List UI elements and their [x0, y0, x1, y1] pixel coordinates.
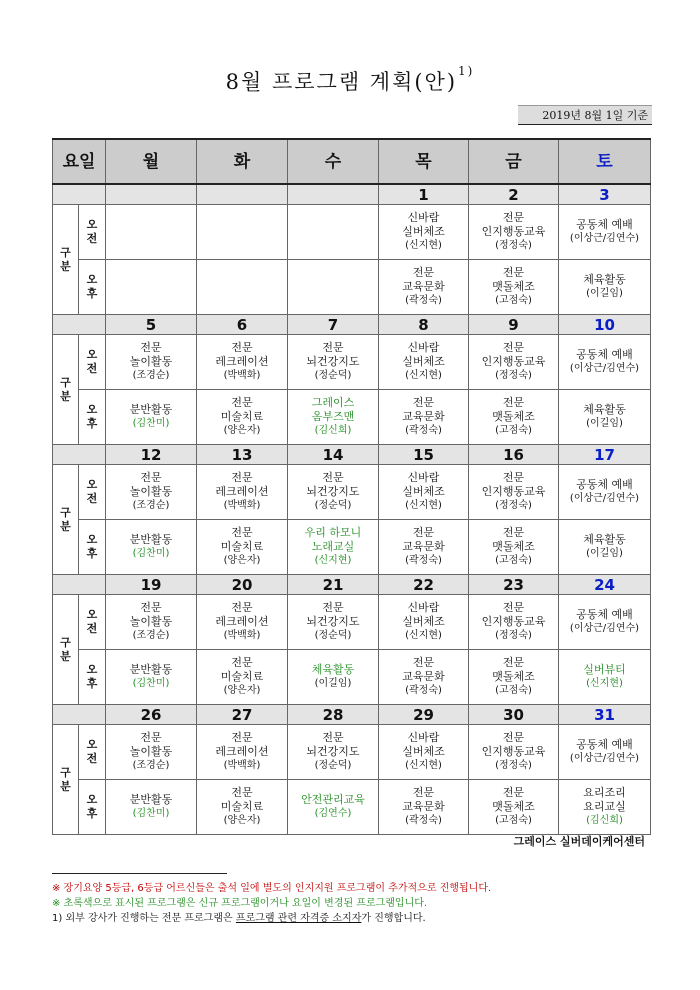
program-instructor: (곽정숙)	[405, 425, 442, 436]
date-cell: 23	[469, 575, 559, 595]
note-grade: ※ 장기요양 5등급, 6등급 어르신들은 출석 일에 별도의 인지지원 프로그램이 추가적으로 진행됩니다.	[52, 883, 492, 894]
date-cell: 26	[106, 705, 197, 725]
program-cell	[469, 780, 559, 835]
program-name: 인지행동교육	[481, 225, 546, 238]
program-instructor: (김찬미)	[132, 808, 170, 819]
slot-row-pm	[53, 390, 651, 445]
program-name: 전문	[502, 601, 525, 614]
program-name: 인지행동교육	[481, 745, 546, 758]
program-name: 미술치료	[220, 540, 264, 553]
program-cell	[106, 390, 197, 445]
gubun-label: 구 분	[53, 595, 79, 705]
program-cell	[197, 725, 288, 780]
program-instructor: (곽정숙)	[405, 295, 442, 306]
date-cell: 22	[379, 575, 469, 595]
date-cell: 28	[288, 705, 379, 725]
program-instructor: (양은자)	[223, 555, 261, 566]
program-name: 인지행동교육	[481, 485, 546, 498]
program-instructor: (신지현)	[405, 370, 442, 381]
program-cell	[197, 595, 288, 650]
program-cell	[469, 335, 559, 390]
program-instructor: (곽정숙)	[405, 815, 442, 826]
half-label-pm: 오 후	[79, 390, 106, 445]
program-name: 전문	[502, 266, 525, 279]
program-cell	[106, 520, 197, 575]
program-name: 실버체조	[402, 615, 445, 628]
program-name: 맷돌체조	[492, 800, 535, 813]
page-title: 8월 프로그램 계획(안)$^{1)}$	[225, 64, 475, 94]
program-instructor: (조경순)	[132, 500, 170, 511]
half-label-am: 오 전	[79, 595, 106, 650]
program-name: 체육활동	[583, 273, 626, 286]
program-cell	[197, 520, 288, 575]
program-name: 체육활동	[583, 403, 626, 416]
program-name: 뇌건강지도	[306, 745, 360, 758]
date-cell	[288, 184, 379, 205]
date-cell: 5	[106, 315, 197, 335]
program-name: 전문	[412, 526, 435, 539]
program-name: 인지행동교육	[481, 615, 546, 628]
program-cell	[288, 650, 379, 705]
program-cell	[288, 780, 379, 835]
date-cell: 12	[106, 445, 197, 465]
program-name: 실버체조	[402, 485, 445, 498]
program-instructor: (이상근/김연수)	[569, 623, 640, 634]
half-label-am: 오 전	[79, 725, 106, 780]
program-cell	[288, 205, 379, 260]
program-name: 전문	[140, 341, 162, 354]
slot-row-pm	[53, 520, 651, 575]
program-cell	[379, 725, 469, 780]
date-cell: 3	[559, 184, 651, 205]
program-instructor: (박백화)	[223, 630, 261, 641]
program-instructor: (이길임)	[586, 548, 623, 559]
program-name: 미술치료	[220, 410, 264, 423]
program-name: 전문	[412, 266, 435, 279]
program-name: 뇌건강지도	[306, 485, 360, 498]
half-label-pm: 오 후	[79, 650, 106, 705]
program-instructor: (박백화)	[223, 370, 261, 381]
program-name: 전문	[502, 786, 525, 799]
program-name: 전문	[502, 656, 525, 669]
program-cell	[379, 205, 469, 260]
program-cell	[469, 205, 559, 260]
program-cell	[469, 725, 559, 780]
program-name: 교육문화	[402, 670, 445, 683]
program-instructor: (정정숙)	[495, 370, 532, 381]
program-cell	[288, 725, 379, 780]
half-label-am: 오 전	[79, 335, 106, 390]
program-name: 공동체 예배	[576, 218, 633, 231]
program-name: 레크레이션	[215, 745, 269, 758]
program-instructor: (이상근/김연수)	[569, 753, 640, 764]
program-name: 교육문화	[402, 540, 445, 553]
program-cell	[469, 465, 559, 520]
date-cell: 30	[469, 705, 559, 725]
program-name: 전문	[140, 471, 162, 484]
program-cell	[197, 650, 288, 705]
program-name: 요리교실	[583, 800, 626, 813]
program-name: 실버체조	[402, 355, 445, 368]
program-cell	[379, 260, 469, 315]
date-cell: 7	[288, 315, 379, 335]
date-cell: 29	[379, 705, 469, 725]
program-instructor: (이상근/김연수)	[569, 233, 640, 244]
program-name: 뇌건강지도	[306, 615, 360, 628]
header-mon: 월	[106, 139, 197, 184]
program-instructor: (박백화)	[223, 760, 261, 771]
program-name: 전문	[322, 601, 344, 614]
program-name: 전문	[322, 731, 344, 744]
half-label-pm: 오 후	[79, 520, 106, 575]
program-instructor: (정정숙)	[495, 630, 532, 641]
program-cell	[559, 335, 651, 390]
program-name: 체육활동	[583, 533, 626, 546]
date-cell: 24	[559, 575, 651, 595]
date-cell: 19	[106, 575, 197, 595]
program-cell	[106, 650, 197, 705]
program-cell	[559, 390, 651, 445]
program-instructor: (정순덕)	[314, 760, 352, 771]
date-cell: 27	[197, 705, 288, 725]
program-name: 놀이활동	[129, 355, 173, 368]
date-cell: 9	[469, 315, 559, 335]
header-wed: 수	[288, 139, 379, 184]
program-name: 놀이활동	[129, 485, 173, 498]
program-name: 전문	[502, 471, 525, 484]
program-instructor: (신지현)	[314, 555, 352, 566]
program-instructor: (양은자)	[223, 685, 261, 696]
program-instructor: (고점숙)	[495, 295, 532, 306]
date-row	[53, 705, 651, 725]
slot-row-am	[53, 725, 651, 780]
program-name: 안전관리교육	[301, 793, 365, 806]
program-name: 놀이활동	[129, 615, 173, 628]
program-instructor: (김찬미)	[132, 548, 170, 559]
program-instructor: (김찬미)	[132, 678, 170, 689]
program-cell	[559, 520, 651, 575]
date-cell	[106, 184, 197, 205]
program-cell	[106, 205, 197, 260]
program-cell	[469, 520, 559, 575]
program-cell	[379, 520, 469, 575]
date-cell: 1	[379, 184, 469, 205]
half-label-am: 오 전	[79, 465, 106, 520]
program-cell	[379, 335, 469, 390]
slot-row-am	[53, 465, 651, 520]
program-name: 실버뷰티	[583, 663, 626, 676]
program-name: 옴부즈맨	[311, 410, 355, 423]
program-name: 맷돌체조	[492, 540, 535, 553]
program-cell	[197, 260, 288, 315]
program-name: 전문	[231, 471, 253, 484]
program-cell	[469, 260, 559, 315]
program-name: 전문	[140, 731, 162, 744]
program-cell	[559, 260, 651, 315]
program-name: 전문	[231, 731, 253, 744]
date-row-spacer	[53, 575, 106, 595]
program-instructor: (곽정숙)	[405, 685, 442, 696]
program-cell	[559, 595, 651, 650]
program-name: 전문	[322, 471, 344, 484]
date-row-spacer	[53, 705, 106, 725]
gubun-label: 구 분	[53, 465, 79, 575]
program-cell	[197, 780, 288, 835]
program-instructor: (양은자)	[223, 425, 261, 436]
program-instructor: (이길임)	[314, 678, 352, 689]
date-cell: 17	[559, 445, 651, 465]
program-name: 전문	[231, 786, 253, 799]
program-instructor: (신지현)	[405, 760, 442, 771]
program-cell	[288, 465, 379, 520]
program-instructor: (김신희)	[314, 425, 352, 436]
program-name: 분반활동	[129, 533, 173, 546]
program-instructor: (곽정숙)	[405, 555, 442, 566]
program-name: 그레이스	[311, 396, 355, 409]
program-instructor: (양은자)	[223, 815, 261, 826]
program-name: 전문	[502, 211, 525, 224]
program-name: 실버체조	[402, 745, 445, 758]
program-instructor: (정순덕)	[314, 630, 352, 641]
date-cell: 21	[288, 575, 379, 595]
program-instructor: (정순덕)	[314, 500, 352, 511]
center-name: 그레이스 실버데이케어센터	[513, 835, 645, 848]
program-cell	[379, 595, 469, 650]
gubun-label: 구 분	[53, 725, 79, 835]
program-name: 레크레이션	[215, 485, 269, 498]
date-cell: 8	[379, 315, 469, 335]
half-label-pm: 오 후	[79, 780, 106, 835]
program-instructor: (조경순)	[132, 630, 170, 641]
gubun-label: 구 분	[53, 335, 79, 445]
program-name: 교육문화	[402, 280, 445, 293]
program-instructor: (고점숙)	[495, 425, 532, 436]
program-cell	[379, 465, 469, 520]
basis-date: 2019년 8월 1일 기준	[518, 105, 652, 125]
program-instructor: (정정숙)	[495, 760, 532, 771]
slot-row-am	[53, 595, 651, 650]
header-row	[53, 139, 651, 184]
program-instructor: (조경순)	[132, 760, 170, 771]
program-name: 레크레이션	[215, 355, 269, 368]
program-cell	[106, 780, 197, 835]
slot-row-pm	[53, 260, 651, 315]
date-cell: 15	[379, 445, 469, 465]
program-name: 공동체 예배	[576, 478, 633, 491]
program-instructor: (이길임)	[586, 288, 623, 299]
program-name: 전문	[412, 656, 435, 669]
program-cell	[197, 205, 288, 260]
date-cell	[197, 184, 288, 205]
program-cell	[559, 205, 651, 260]
program-cell	[288, 260, 379, 315]
date-row	[53, 575, 651, 595]
date-row	[53, 315, 651, 335]
program-name: 분반활동	[129, 403, 173, 416]
program-instructor: (박백화)	[223, 500, 261, 511]
date-row	[53, 445, 651, 465]
program-cell	[106, 335, 197, 390]
program-name: 우리 하모니	[304, 526, 362, 539]
date-row	[53, 184, 651, 205]
program-name: 전문	[502, 396, 525, 409]
program-cell	[559, 780, 651, 835]
program-cell	[288, 390, 379, 445]
program-name: 체육활동	[311, 663, 355, 676]
half-label-am: 오 전	[79, 205, 106, 260]
program-name: 전문	[231, 656, 253, 669]
program-name: 맷돌체조	[492, 280, 535, 293]
program-cell	[559, 725, 651, 780]
date-cell: 13	[197, 445, 288, 465]
title-footnote-mark: 1)	[458, 64, 475, 78]
slot-row-am	[53, 205, 651, 260]
program-name: 레크레이션	[215, 615, 269, 628]
program-name: 전문	[502, 731, 525, 744]
program-cell	[469, 595, 559, 650]
program-name: 전문	[412, 786, 435, 799]
program-cell	[379, 650, 469, 705]
date-cell: 16	[469, 445, 559, 465]
program-cell	[106, 465, 197, 520]
program-name: 신바람	[407, 471, 440, 484]
program-name: 공동체 예배	[576, 738, 633, 751]
program-instructor: (조경순)	[132, 370, 170, 381]
date-cell: 2	[469, 184, 559, 205]
header-fri: 금	[469, 139, 559, 184]
program-instructor: (이상근/김연수)	[569, 493, 640, 504]
program-name: 분반활동	[129, 663, 173, 676]
program-name: 전문	[231, 601, 253, 614]
program-instructor: (정순덕)	[314, 370, 352, 381]
program-name: 전문	[231, 526, 253, 539]
date-cell: 14	[288, 445, 379, 465]
slot-row-pm	[53, 650, 651, 705]
program-instructor: (신지현)	[405, 630, 442, 641]
slot-row-pm	[53, 780, 651, 835]
program-cell	[559, 465, 651, 520]
footnote-divider	[52, 873, 227, 874]
date-cell: 6	[197, 315, 288, 335]
date-cell: 31	[559, 705, 651, 725]
program-cell	[469, 650, 559, 705]
program-name: 공동체 예배	[576, 608, 633, 621]
program-cell	[559, 650, 651, 705]
program-name: 놀이활동	[129, 745, 173, 758]
program-instructor: (고점숙)	[495, 555, 532, 566]
program-name: 미술치료	[220, 800, 264, 813]
program-instructor: (신지현)	[405, 500, 442, 511]
note-external-instructor: 1) 외부 강사가 진행하는 전문 프로그램은 프로그램 관련 자격증 소지자가 진행합니다.	[52, 913, 426, 924]
program-cell	[288, 520, 379, 575]
program-name: 노래교실	[311, 540, 355, 553]
program-cell	[197, 390, 288, 445]
program-name: 요리조리	[583, 786, 626, 799]
program-cell	[106, 260, 197, 315]
program-cell	[379, 390, 469, 445]
program-name: 신바람	[407, 731, 440, 744]
program-name: 인지행동교육	[481, 355, 546, 368]
program-name: 신바람	[407, 211, 440, 224]
program-instructor: (고점숙)	[495, 685, 532, 696]
program-instructor: (고점숙)	[495, 815, 532, 826]
half-label-pm: 오 후	[79, 260, 106, 315]
program-instructor: (정정숙)	[495, 500, 532, 511]
program-instructor: (정정숙)	[495, 240, 532, 251]
program-cell	[288, 595, 379, 650]
program-name: 전문	[322, 341, 344, 354]
note-new-program: ※ 초록색으로 표시된 프로그램은 신규 프로그램이거나 요일이 변경된 프로그램입니다.	[52, 898, 428, 909]
program-cell	[288, 335, 379, 390]
program-name: 신바람	[407, 341, 440, 354]
program-instructor: (이상근/김연수)	[569, 363, 640, 374]
program-name: 전문	[140, 601, 162, 614]
program-name: 전문	[502, 526, 525, 539]
program-instructor: (신지현)	[405, 240, 442, 251]
schedule-table	[52, 138, 651, 835]
program-cell	[106, 595, 197, 650]
program-instructor: (김신희)	[586, 815, 623, 826]
date-cell: 20	[197, 575, 288, 595]
program-cell	[106, 725, 197, 780]
program-name: 맷돌체조	[492, 670, 535, 683]
program-name: 전문	[412, 396, 435, 409]
program-cell	[469, 390, 559, 445]
program-name: 실버체조	[402, 225, 445, 238]
program-cell	[197, 465, 288, 520]
gubun-label: 구 분	[53, 205, 79, 315]
slot-row-am	[53, 335, 651, 390]
program-name: 교육문화	[402, 800, 445, 813]
header-sat: 토	[559, 139, 651, 184]
program-instructor: (김찬미)	[132, 418, 170, 429]
program-name: 공동체 예배	[576, 348, 633, 361]
program-name: 분반활동	[129, 793, 173, 806]
program-name: 뇌건강지도	[306, 355, 360, 368]
header-yoil: 요일	[53, 139, 106, 184]
program-name: 맷돌체조	[492, 410, 535, 423]
program-cell	[379, 780, 469, 835]
program-cell	[197, 335, 288, 390]
header-tue: 화	[197, 139, 288, 184]
program-name: 신바람	[407, 601, 440, 614]
program-name: 전문	[231, 396, 253, 409]
program-instructor: (신지현)	[586, 678, 623, 689]
header-thu: 목	[379, 139, 469, 184]
date-row-spacer	[53, 184, 106, 205]
program-name: 전문	[502, 341, 525, 354]
date-row-spacer	[53, 315, 106, 335]
program-name: 미술치료	[220, 670, 264, 683]
date-row-spacer	[53, 445, 106, 465]
program-name: 전문	[231, 341, 253, 354]
program-name: 교육문화	[402, 410, 445, 423]
program-instructor: (김연수)	[314, 808, 352, 819]
program-instructor: (이길임)	[586, 418, 623, 429]
date-cell: 10	[559, 315, 651, 335]
